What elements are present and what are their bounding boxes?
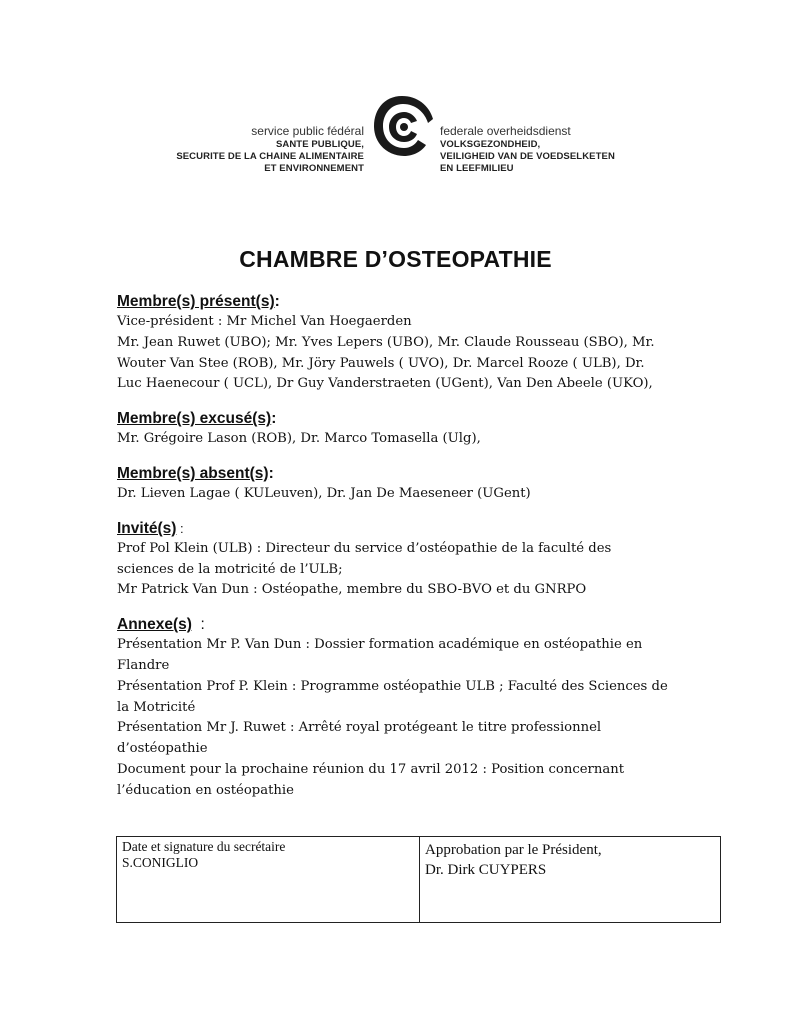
- text-line: Document pour la prochaine réunion du 17 avril 2012 : Position concernant: [117, 761, 624, 777]
- president-approval-cell: [420, 837, 721, 923]
- fr-dept-line: SECURITE DE LA CHAINE ALIMENTAIRE: [176, 151, 364, 162]
- text-line: Dr. Lieven Lagae ( KULeuven), Dr. Jan De Maeseneer (UGent): [117, 485, 531, 501]
- president-name: Dr. Dirk CUYPERS: [425, 862, 547, 878]
- section-heading: Membre(s) excusé(s):: [117, 410, 277, 428]
- nl-org-name: federale overheidsdienst: [440, 124, 571, 138]
- letterhead-dutch: [440, 124, 615, 175]
- nl-dept-line: VEILIGHEID VAN DE VOEDSELKETEN: [440, 151, 615, 162]
- letterhead-french: [176, 124, 364, 175]
- text-line: Présentation Mr J. Ruwet : Arrêté royal protégeant le titre professionnel: [117, 720, 602, 736]
- excused-members-section: [117, 409, 707, 450]
- secretary-name: S.CONIGLIO: [122, 855, 199, 870]
- text-line: Mr. Grégoire Lason (ROB), Dr. Marco Tomasella (Ulg),: [117, 431, 481, 447]
- secretary-label: Date et signature du secrétaire: [122, 839, 286, 854]
- annex-section: [117, 615, 707, 801]
- text-line: Flandre: [117, 657, 170, 673]
- text-line: Wouter Van Stee (ROB), Mr. Jöry Pauwels ( UVO), Dr. Marcel Rooze ( ULB), Dr.: [117, 355, 645, 371]
- letterhead: [0, 90, 791, 190]
- fr-dept-line: ET ENVIRONNEMENT: [264, 163, 364, 174]
- signature-table: [116, 836, 721, 923]
- section-heading: Invité(s) :: [117, 519, 184, 537]
- text-line: Présentation Mr P. Van Dun : Dossier formation académique en ostéopathie en: [117, 637, 643, 653]
- fr-org-name: service public fédéral: [251, 124, 364, 138]
- invited-section: [117, 519, 707, 601]
- secretary-signature-cell: [117, 837, 420, 923]
- text-line: Vice-président : Mr Michel Van Hoegaerden: [117, 314, 412, 329]
- section-heading: Annexe(s) :: [117, 616, 205, 634]
- nl-dept-line: VOLKSGEZONDHEID,: [440, 139, 541, 150]
- document-title: CHAMBRE D’OSTEOPATHIE: [239, 246, 552, 272]
- nl-dept-line: EN LEEFMILIEU: [440, 163, 514, 174]
- text-line: sciences de la motricité de l’ULB;: [117, 561, 343, 577]
- fr-dept-line: SANTE PUBLIQUE,: [275, 139, 364, 150]
- spiral-logo-icon: [370, 90, 434, 162]
- minutes-body: [117, 292, 707, 802]
- text-line: Mr Patrick Van Dun : Ostéopathe, membre du SBO-BVO et du GNRPO: [117, 582, 587, 598]
- text-line: la Motricité: [117, 699, 196, 715]
- absent-members-section: [117, 464, 707, 505]
- text-line: Présentation Prof P. Klein : Programme ostéopathie ULB ; Faculté des Sciences de: [117, 678, 668, 694]
- text-line: Prof Pol Klein (ULB) : Directeur du service d’ostéopathie de la faculté des: [117, 540, 612, 556]
- president-label: Approbation par le Président,: [425, 842, 602, 858]
- text-line: d’ostéopathie: [117, 741, 208, 757]
- text-line: Mr. Jean Ruwet (UBO); Mr. Yves Lepers (UBO), Mr. Claude Rousseau (SBO), Mr.: [117, 334, 655, 350]
- section-heading: Membre(s) présent(s):: [117, 293, 280, 310]
- text-line: Luc Haenecour ( UCL), Dr Guy Vanderstraeten (UGent), Van Den Abeele (UKO),: [117, 376, 653, 392]
- section-heading: Membre(s) absent(s):: [117, 464, 274, 482]
- present-members-section: [117, 292, 707, 395]
- text-line: l’éducation en ostéopathie: [117, 782, 294, 798]
